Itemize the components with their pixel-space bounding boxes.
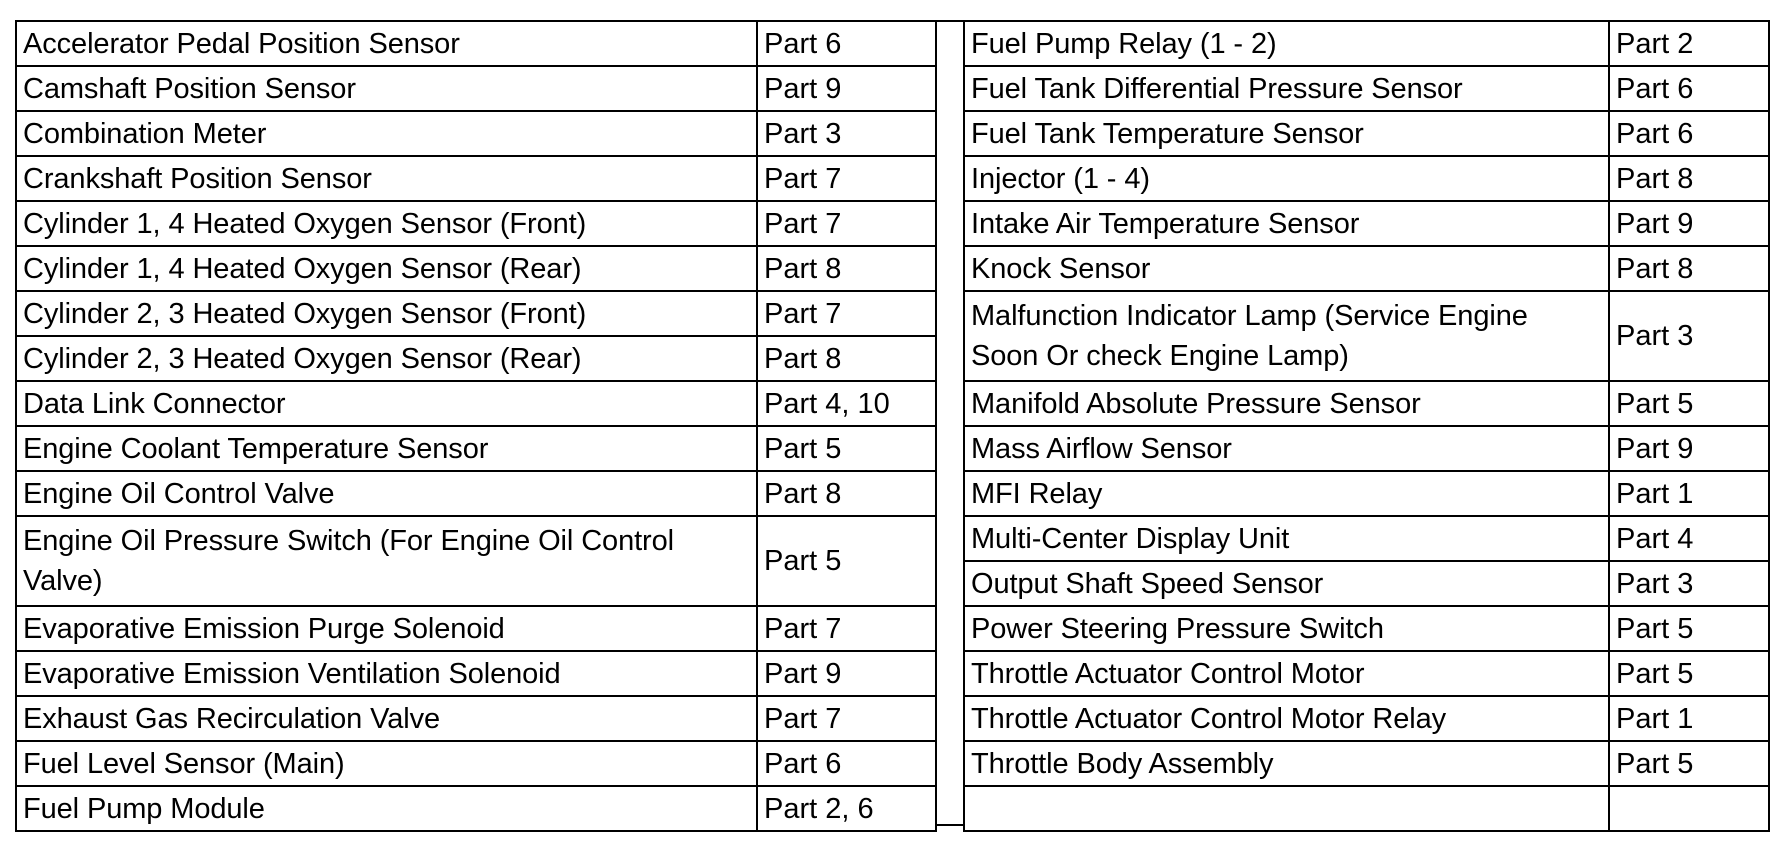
table-row — [964, 426, 1769, 471]
part-reference: Part 6 — [757, 741, 936, 786]
table-row — [16, 291, 936, 336]
component-name: Intake Air Temperature Sensor — [964, 201, 1609, 246]
table-row — [964, 111, 1769, 156]
table-row — [964, 471, 1769, 516]
component-name: Engine Oil Control Valve — [16, 471, 757, 516]
table-row — [16, 21, 936, 66]
part-reference: Part 7 — [757, 606, 936, 651]
component-name: Manifold Absolute Pressure Sensor — [964, 381, 1609, 426]
table-row — [16, 741, 936, 786]
part-reference: Part 5 — [1609, 651, 1769, 696]
component-name: Knock Sensor — [964, 246, 1609, 291]
table-row — [964, 561, 1769, 606]
part-reference: Part 5 — [757, 516, 936, 606]
part-reference: Part 5 — [757, 426, 936, 471]
table-row — [16, 246, 936, 291]
part-reference: Part 5 — [1609, 381, 1769, 426]
component-name: Evaporative Emission Purge Solenoid — [16, 606, 757, 651]
part-reference: Part 3 — [757, 111, 936, 156]
part-reference: Part 6 — [1609, 111, 1769, 156]
part-reference: Part 3 — [1609, 291, 1769, 381]
part-reference: Part 5 — [1609, 606, 1769, 651]
component-index — [15, 20, 1770, 832]
right-component-table — [963, 20, 1770, 832]
component-name: Power Steering Pressure Switch — [964, 606, 1609, 651]
table-row — [16, 651, 936, 696]
table-row — [964, 291, 1769, 381]
left-component-table — [15, 20, 937, 832]
part-reference: Part 7 — [757, 696, 936, 741]
table-row — [16, 156, 936, 201]
component-name: Output Shaft Speed Sensor — [964, 561, 1609, 606]
part-reference: Part 7 — [757, 156, 936, 201]
component-name — [964, 786, 1609, 831]
part-reference: Part 8 — [1609, 246, 1769, 291]
part-reference: Part 1 — [1609, 696, 1769, 741]
table-row — [964, 741, 1769, 786]
component-name: Fuel Tank Temperature Sensor — [964, 111, 1609, 156]
part-reference: Part 9 — [757, 651, 936, 696]
component-name: Throttle Actuator Control Motor Relay — [964, 696, 1609, 741]
table-row — [16, 606, 936, 651]
table-row — [16, 471, 936, 516]
table-row — [16, 201, 936, 246]
component-name: Fuel Pump Module — [16, 786, 757, 831]
component-name: Fuel Tank Differential Pressure Sensor — [964, 66, 1609, 111]
table-row — [16, 696, 936, 741]
table-row — [964, 696, 1769, 741]
component-name: Fuel Level Sensor (Main) — [16, 741, 757, 786]
component-name: Engine Coolant Temperature Sensor — [16, 426, 757, 471]
table-row — [964, 21, 1769, 66]
component-name: Data Link Connector — [16, 381, 757, 426]
table-row — [16, 381, 936, 426]
table-row — [16, 516, 936, 606]
part-reference: Part 7 — [757, 291, 936, 336]
table-row — [964, 246, 1769, 291]
component-name: Accelerator Pedal Position Sensor — [16, 21, 757, 66]
component-name: Mass Airflow Sensor — [964, 426, 1609, 471]
component-name: Cylinder 2, 3 Heated Oxygen Sensor (Front) — [16, 291, 757, 336]
component-name: Cylinder 1, 4 Heated Oxygen Sensor (Front) — [16, 201, 757, 246]
component-name: Throttle Actuator Control Motor — [964, 651, 1609, 696]
table-row — [964, 606, 1769, 651]
component-name: MFI Relay — [964, 471, 1609, 516]
part-reference: Part 9 — [1609, 426, 1769, 471]
part-reference: Part 6 — [1609, 66, 1769, 111]
part-reference — [1609, 786, 1769, 831]
table-row — [964, 786, 1769, 831]
part-reference: Part 9 — [1609, 201, 1769, 246]
part-reference: Part 2 — [1609, 21, 1769, 66]
part-reference: Part 8 — [757, 336, 936, 381]
part-reference: Part 4 — [1609, 516, 1769, 561]
table-gap — [937, 20, 963, 826]
part-reference: Part 4, 10 — [757, 381, 936, 426]
part-reference: Part 5 — [1609, 741, 1769, 786]
table-row — [16, 111, 936, 156]
part-reference: Part 6 — [757, 21, 936, 66]
table-row — [16, 426, 936, 471]
part-reference: Part 1 — [1609, 471, 1769, 516]
component-name: Exhaust Gas Recirculation Valve — [16, 696, 757, 741]
component-name: Combination Meter — [16, 111, 757, 156]
table-row — [16, 66, 936, 111]
table-row — [964, 66, 1769, 111]
table-row — [964, 201, 1769, 246]
component-name: Injector (1 - 4) — [964, 156, 1609, 201]
component-name: Cylinder 2, 3 Heated Oxygen Sensor (Rear) — [16, 336, 757, 381]
component-name: Engine Oil Pressure Switch (For Engine Oil Control Valve) — [16, 516, 757, 606]
component-name: Evaporative Emission Ventilation Solenoid — [16, 651, 757, 696]
component-name: Fuel Pump Relay (1 - 2) — [964, 21, 1609, 66]
table-row — [16, 336, 936, 381]
component-name: Malfunction Indicator Lamp (Service Engine Soon Or check Engine Lamp) — [964, 291, 1609, 381]
component-name: Crankshaft Position Sensor — [16, 156, 757, 201]
table-row — [964, 381, 1769, 426]
part-reference: Part 3 — [1609, 561, 1769, 606]
part-reference: Part 8 — [1609, 156, 1769, 201]
component-name: Throttle Body Assembly — [964, 741, 1609, 786]
table-row — [964, 516, 1769, 561]
component-name: Cylinder 1, 4 Heated Oxygen Sensor (Rear) — [16, 246, 757, 291]
part-reference: Part 8 — [757, 471, 936, 516]
part-reference: Part 8 — [757, 246, 936, 291]
part-reference: Part 7 — [757, 201, 936, 246]
table-row — [964, 156, 1769, 201]
part-reference: Part 2, 6 — [757, 786, 936, 831]
component-name: Multi-Center Display Unit — [964, 516, 1609, 561]
component-name: Camshaft Position Sensor — [16, 66, 757, 111]
table-row — [16, 786, 936, 831]
table-row — [964, 651, 1769, 696]
part-reference: Part 9 — [757, 66, 936, 111]
